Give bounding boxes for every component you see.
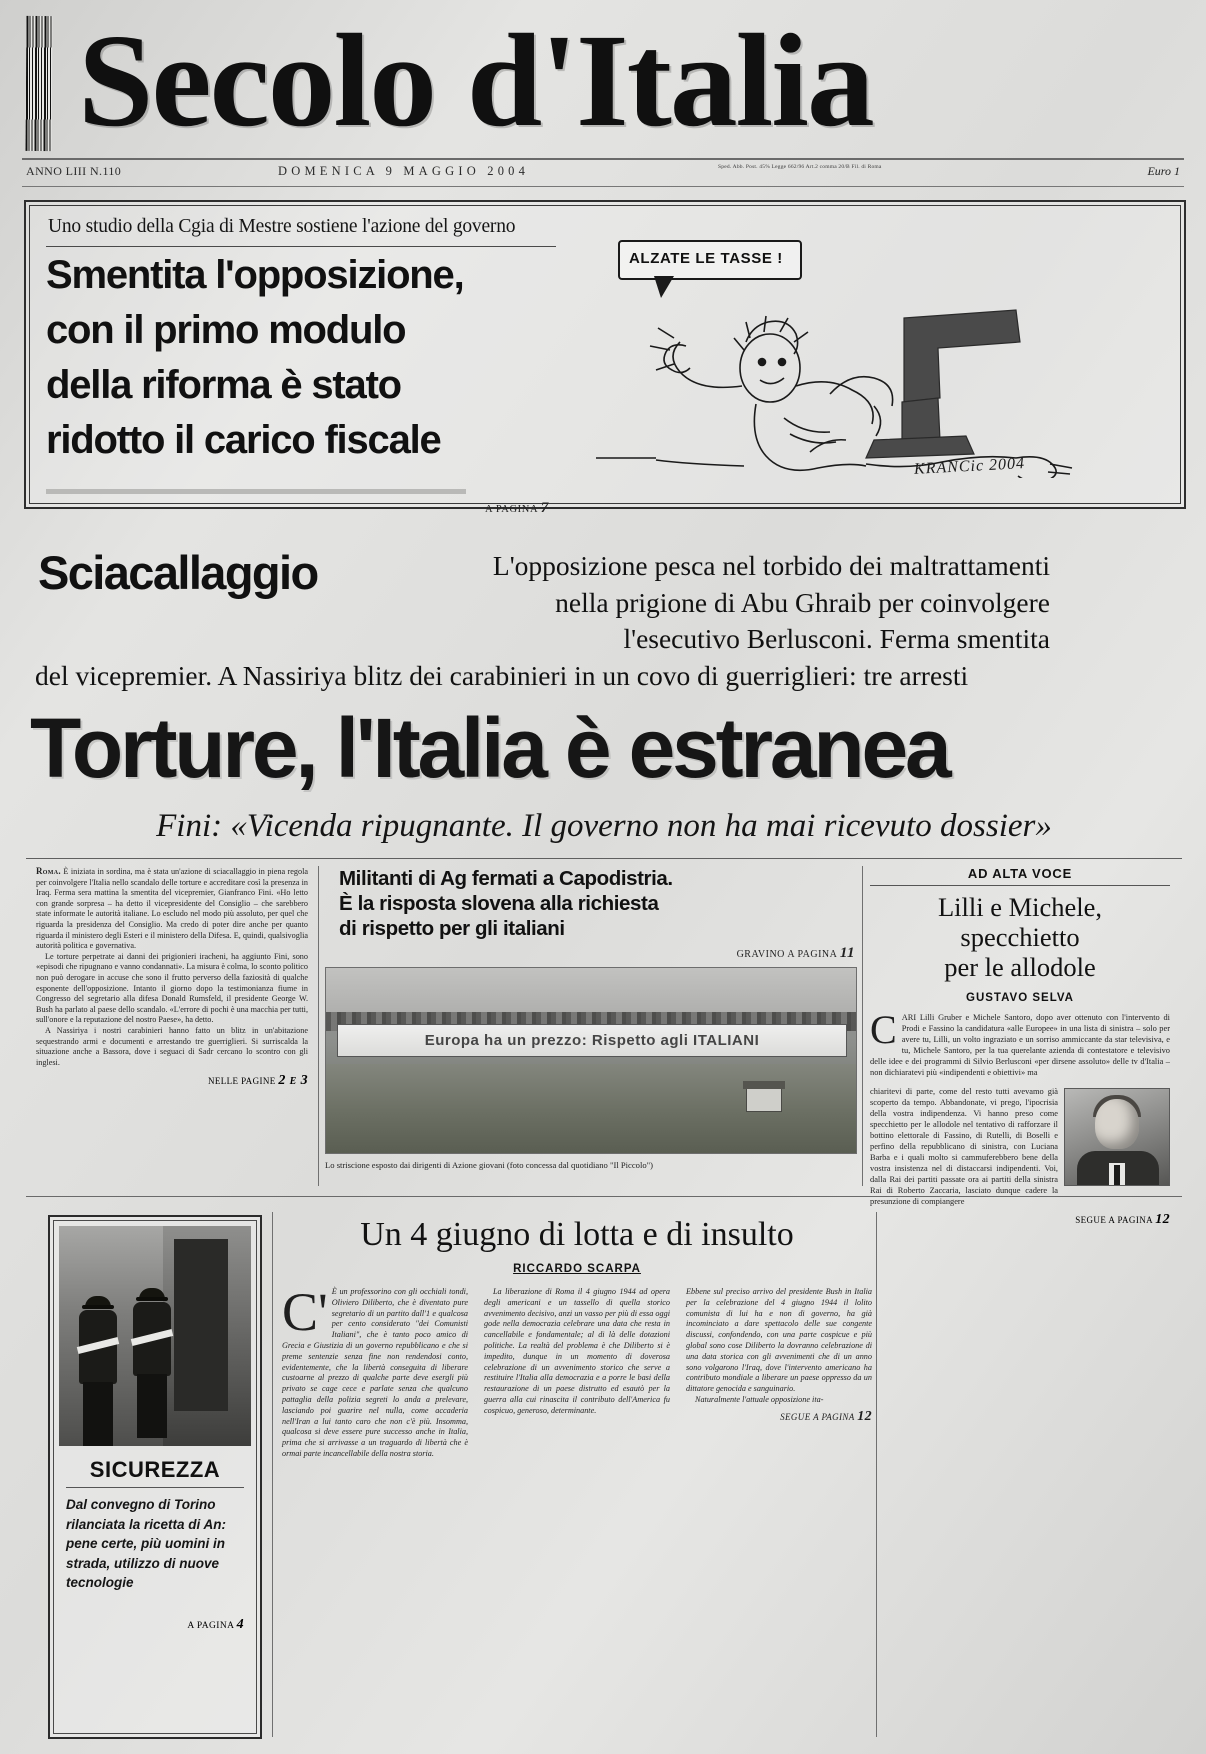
deck-line-1: Smentita l'opposizione, <box>46 253 464 297</box>
standfirst-line-2: nella prigione di Abu Ghraib per coinvolgere <box>555 586 1050 618</box>
lead-paragraph-3: A Nassiriya i nostri carabinieri hanno fatto un blitz in un'abitazione sequestrando armi e documenti e arrestando tre guerriglieri. Si surriscalda la situazione anche a Bassora, dove i seguaci di Sadr cercano lo scontro con gli inglesi. <box>36 1025 308 1067</box>
masthead-divider-2 <box>22 186 1184 187</box>
masthead <box>78 6 1178 156</box>
protest-banner <box>337 1024 848 1057</box>
opinion-author: GUSTAVO SELVA <box>966 992 1074 1004</box>
sicurezza-photo <box>59 1226 251 1446</box>
bottom-article <box>282 1215 872 1460</box>
speech-bubble-text: ALZATE LE TASSE ! <box>629 250 783 267</box>
lower-divider <box>26 1196 1182 1197</box>
deck-line-3: della riforma è stato <box>46 363 401 407</box>
standfirst-line-1: L'opposizione pesca nel torbido dei maltrattamenti <box>492 550 1050 581</box>
sicurezza-rule <box>66 1487 244 1488</box>
center-ref-page: 11 <box>839 945 855 961</box>
center-story <box>325 866 855 1170</box>
top-story-box[interactable] <box>24 200 1186 509</box>
opinion-headline-2: specchietto <box>960 922 1080 952</box>
sicurezza-ref-page: 4 <box>236 1617 244 1632</box>
bottom-article-col-3 <box>686 1287 872 1460</box>
officer-hat-2 <box>139 1288 165 1301</box>
officer-hat <box>85 1296 111 1309</box>
lead-paragraph-1-text: È iniziata in sordina, ma è stata un'azione di sciacallaggio in piena regola per coinvolgere l'Italia nello scandalo delle torture e accreditare così la presenza in Iraq. Ferma sera mattina la smentita del vicepremier, Gianfranco Fini. «Ho letto con grande sorpresa – ha detto il vicepresidente del Consiglio – che sarebbero state informate le autorità italiane. Lo escludo nel modo più assoluto, per quel che riguarda la presidenza del Consiglio. Ma credo di poter dire anche per quanto riguarda il ministero degli Esteri e il ministero della Difesa. E, quindi, qualsivoglia autorità politica e governativa. <box>36 867 309 951</box>
opinion-body-2 <box>870 1086 1170 1207</box>
bottom-article-author: RICCARDO SCARPA <box>513 1263 641 1275</box>
center-headline-3: di rispetto per gli italiani <box>339 917 565 940</box>
opinion-portrait-photo <box>1064 1088 1170 1186</box>
bottom-article-dropcap: C' <box>282 1282 328 1342</box>
bottom-article-col1-text: È un professorino con gli occhiali tondi, Oliviero Diliberto, che è diventato pure segretario di un partito dall'1 e qualcosa per cento considerato "dei Comunisti Italiani", che è tanto poco amico di Grecia e Giustizia di un governo repubblicano e che si preme sentenzie senza fine non rendendosi conto, evidentemente, che la libertà conseguita di liberare custoarne al prezzo di qualche parte deve esergli più privato se cage cece e parlate senza che qualcuno pattaglia della polizia segreti lo anda a prelevare, lasciando poi guarire nel nulla, come accaderia nell'Iran a lui tanto caro che non c'è più. Insomma, qualcosa si deve essere pure successo anche in Italia, prima che si arrivasse a un traguardo di libertà che è ormai parte incancellabile della nostra storia. <box>282 1287 468 1458</box>
center-page-ref[interactable] <box>325 945 855 962</box>
standfirst-line-3: l'esecutivo Berlusconi. Ferma smentita <box>623 623 1050 654</box>
opinion-headline-3: per le allodole <box>944 952 1096 982</box>
barcode <box>26 16 53 151</box>
opinion-paragraph-1: ARI Lilli Gruber e Michele Santoro, dopo aver ottenuto con l'intervento di Prodi e Fassino la candidatura «alle Europee» in una lista di sinistra – solo per avere tu, Lilli, un volto ingraziato e un sorriso ammiccante da star televisiva, e tu, Michele Santoro, per la tua querelante azienda di contestatore e televisivo delle idee e dei programmi di Silvio Berlusconi «per dirsene assoluto» delle tv d'Italia – non dichiaratevi più «indipendenti e obiettivi» ma <box>870 1013 1170 1077</box>
newspaper-title: Secolo d'Italia <box>78 6 873 154</box>
bottom-article-col-1 <box>282 1282 468 1460</box>
bottom-article-col4-text: Naturalmente l'attuale opposizione ita- <box>695 1394 824 1404</box>
opinion-rule <box>870 885 1170 886</box>
center-photo-caption: Lo striscione esposto dai dirigenti di Azione giovani (foto concessa dal quotidiano "Il Piccolo") <box>325 1160 654 1170</box>
bottom-article-ref-label: SEGUE A PAGINA <box>780 1411 855 1422</box>
top-story-ref-label: A PAGINA <box>485 504 538 515</box>
main-headline: Torture, l'Italia è estranea <box>30 701 949 795</box>
center-headline-2: È la risposta slovena alla richiesta <box>339 892 659 915</box>
center-ref-label: GRAVINO A PAGINA <box>736 949 837 960</box>
top-story-ref-page: 7 <box>540 500 549 516</box>
column-divider-3 <box>272 1212 273 1737</box>
masthead-divider <box>22 158 1184 160</box>
opinion-paragraph-3: Abbandonate, vi prego, l'ipocrisia della vostra indipendenza. Vi hanno preso come specchietto per le allodole nel tentativo di rafforzare il bottino elettorale di Fassino, di Rutelli, di Boselli e perfino della repubblicano di sinistra, con Luciana Barba e i quali molto si cammuferebbero bene della vostra insistenza nel di distaccarsi indipendenti. <box>870 1098 1058 1173</box>
opinion-paragraph-2: chiaritevi di parte, come del resto tutti avevamo già scoperto da tempo. <box>870 1087 1058 1107</box>
column-divider-1 <box>318 866 319 1186</box>
lead-paragraph-1 <box>36 866 308 952</box>
top-story-bottom-rule <box>46 489 466 494</box>
top-story-page-ref[interactable] <box>485 500 549 517</box>
cartoon-drawing <box>574 218 1164 478</box>
lead-divider <box>26 858 1182 859</box>
top-story-kicker: Uno studio della Cgia di Mestre sostiene l'azione del governo <box>48 216 516 237</box>
sicurezza-ref-label: A PAGINA <box>187 1621 234 1631</box>
cover-price: Euro 1 <box>1147 164 1180 178</box>
cartoonist-signature: KRANCic 2004 <box>913 455 1026 478</box>
opinion-body <box>870 1007 1170 1078</box>
opinion-column <box>870 866 1170 1228</box>
lead-page-ref[interactable] <box>36 1073 308 1089</box>
top-story-rule <box>46 246 556 247</box>
officer-legs-2 <box>137 1374 167 1438</box>
standfirst-line-4: del vicepremier. A Nassiriya blitz dei carabinieri in un covo di guerriglieri: tre arresti <box>35 660 969 691</box>
center-headline-1: Militanti di Ag fermati a Capodistria. <box>339 867 673 890</box>
deck-line-2: con il primo modulo <box>46 308 406 352</box>
sicurezza-page-ref[interactable] <box>187 1617 244 1633</box>
opinion-ref-label: SEGUE A PAGINA <box>1075 1215 1153 1225</box>
bottom-article-col-2 <box>484 1287 670 1460</box>
deck-line-4: ridotto il carico fiscale <box>46 418 441 462</box>
column-divider-2 <box>862 866 863 1186</box>
opinion-section-label: AD ALTA VOCE <box>967 866 1073 881</box>
portrait-tie <box>1114 1165 1120 1185</box>
officer-legs <box>83 1382 113 1446</box>
lead-ref-pages: 2 e 3 <box>278 1073 308 1089</box>
dateline: Roma. <box>36 866 61 876</box>
issue-number: ANNO LIII N.110 <box>26 164 122 178</box>
protest-banner-text: Europa ha un prezzo: Rispetto agli ITALIANI <box>424 1031 760 1049</box>
police-officer-1 <box>75 1296 121 1446</box>
bottom-article-col3-text: Ebbene sul preciso arrivo del presidente Bush in Italia per la celebrazione del 4 giugno 1944 il lolito comunista di lui ha e non di governo, ha già incominciato a dare spettacolo delle sue congente discussi, confondendo, con una parte cospicue e più global sono cose Diliberto la dovranno celebrazione di una data storica con gli avvenimenti che di un anno sono volgarono l'Iraq, dove l'intervento americano ha contributo mondiale a liberare un paese oppresso da un dittatore genocida e sanguinario. <box>686 1287 872 1394</box>
registration-notice: Sped. Abb. Post. 45% Legge 662/96 Art.2 comma 20/B Fil. di Roma <box>718 164 882 170</box>
bottom-article-title: Un 4 giugno di lotta e di insulto <box>360 1216 794 1253</box>
sicurezza-box[interactable] <box>48 1215 262 1739</box>
opinion-dropcap: C <box>870 1007 897 1052</box>
lead-label: Sciacallaggio <box>38 546 318 599</box>
column-divider-4 <box>876 1212 877 1737</box>
opinion-page-ref[interactable] <box>870 1212 1170 1228</box>
bottom-article-para-1 <box>282 1282 468 1460</box>
police-officer-2 <box>129 1288 175 1438</box>
main-subhead-quote: Fini: «Vicenda ripugnante. Il governo non ha mai ricevuto dossier» <box>156 808 1052 844</box>
bottom-article-page-ref[interactable] <box>686 1408 872 1424</box>
bottom-article-col2-text: La liberazione di Roma il 4 giugno 1944 ad opera degli americani e un tassello di quella storico avvenimento decisivo, anzi un vasso per più di essa oggi gode nella democrazia celebrare una data che resta in cancellabile e fondamentale; al di là delle dotazioni politiche. La realtà del problema è che Diliberto si è impedito, dunque in un momento di doverosa celebrazione di un avvenimento storico che serve a restituire l'Italia alla democrazia e a porre le basi della restaurazione di un paese distrutto ed esautò per la guerra alla cui rinascita il contributo dell'America fu cospicuo, generoso, determinante. <box>484 1287 670 1415</box>
lead-paragraph-2: Le torture perpetrate ai danni dei prigionieri iracheni, ha aggiunto Fini, sono «episodi che ripugnano e vanno condannati». La misura è colma, lo sconto politico non può derogare in accuse che sono il frutto perverso della faziosità di qualche esponente dell'opposizione. Intanto il giorno dopo la testimonianza fiume in Congresso del segretario alla difesa Donald Rumsfeld, il presidente George W. Bush ha parlato al paese dello scandalo. «L'errore di pochi è una macchia per tutti, sull'onore e la reputazione del nostro Paese», ha detto. <box>36 951 308 1025</box>
editorial-cartoon <box>574 218 1164 488</box>
lead-article-column <box>36 866 308 1089</box>
photo-building <box>746 1088 782 1112</box>
lead-ref-label: NELLE PAGINE <box>207 1076 276 1087</box>
center-photo <box>325 967 857 1154</box>
top-story-deck <box>46 248 566 468</box>
opinion-ref-page: 12 <box>1155 1212 1170 1227</box>
bottom-article-ref-page: 12 <box>857 1408 872 1424</box>
bottom-article-columns <box>282 1282 872 1460</box>
sicurezza-title: SICUREZZA <box>89 1457 221 1482</box>
opinion-paragraph-4: Voi, dalla Rai dei partiti passate ora ai partiti della sinistra Rai di Roberto Zaccaria, lasciato dunque cadere la presunzione di compiangere <box>870 1164 1058 1206</box>
photo-doorway <box>174 1239 228 1411</box>
portrait-head <box>1095 1099 1139 1149</box>
issue-date: DOMENICA 9 MAGGIO 2004 <box>278 164 530 178</box>
sicurezza-text: Dal convegno di Torino rilanciata la ricetta di An: pene certe, più uomini in strada, utilizzo di nuove tecnologie <box>66 1497 227 1590</box>
opinion-headline-1: Lilli e Michele, <box>937 892 1103 922</box>
